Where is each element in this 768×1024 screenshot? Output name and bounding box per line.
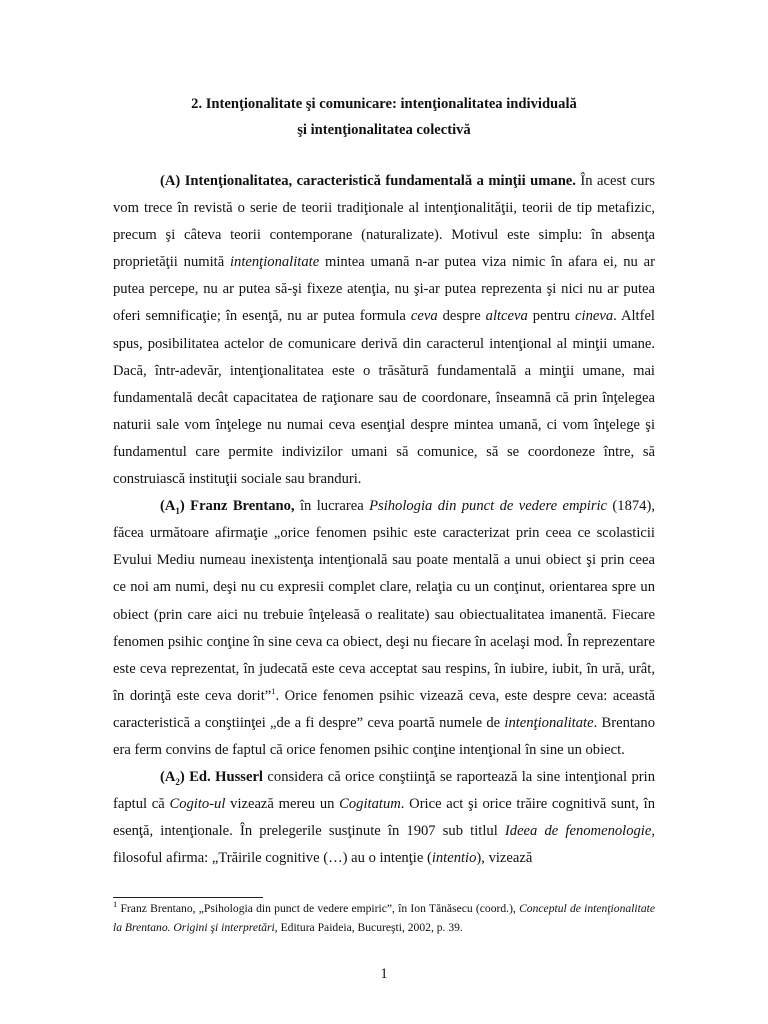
- footnote-number: 1: [113, 899, 118, 910]
- paragraph-a2-text: , filosoful afirma: „Trăirile cognitive (…) au o intenţie (: [113, 823, 655, 867]
- heading-subscript: 1: [175, 506, 180, 517]
- body-text: [113, 168, 655, 872]
- paragraph-a-heading: (A) Intenţionalitatea, caracteristică fundamentală a minţii umane.: [160, 173, 576, 189]
- section-title-line-2: şi intenţionalitatea colectivă: [297, 122, 471, 138]
- footnote-reference[interactable]: 1: [271, 685, 276, 696]
- paragraph-a2-text: vizează mereu un: [225, 796, 340, 813]
- paragraph-a1-text: . Brentano era ferm convins de faptul că orice fenomen psihic conţine intenţional în sine un obiect.: [113, 714, 655, 758]
- paragraph-a-text: despre: [437, 308, 486, 325]
- paragraph-a1-heading: [160, 498, 295, 517]
- heading-part: (A: [160, 498, 176, 515]
- heading-subscript: 2: [175, 776, 180, 787]
- italic-term: intentio: [431, 850, 477, 867]
- paragraph-a1-text: (1874), făcea următoare afirmaţie „orice fenomen psihic este caracterizat prin ceea ce scolasticii Evului Mediu numeau inexistenţa intenţională sau poate mentală a unui obiect şi prin ceea ce noi am numi, deşi nu cu expresii complet clare, relaţia cu un conţinut, orientarea spre un obiect (prin care aici nu trebuie înţeleasă o realitate) sau obiectualitatea imanentă. Fiecare fenomen psihic conţine în sine ceva ca obiect, deşi nu fiecare în acelaşi mod. În reprezentare este ceva reprezentat, în judecată este ceva acceptat sau respins, în iubire, iubit, în ură, urât, în dorinţă este ceva dorit”: [113, 498, 655, 704]
- heading-part: ) Ed. Husserl: [179, 769, 263, 786]
- footnote-divider: [113, 897, 263, 898]
- heading-part: (A: [160, 769, 176, 786]
- paragraph-a: [113, 168, 655, 493]
- italic-term: Cogito-ul: [169, 796, 226, 813]
- footnote-italic-title: Conceptul de intenţionalitate la Brentano. Origini şi interpretări: [113, 902, 655, 934]
- paragraph-a-text: pentru: [527, 308, 576, 325]
- paragraph-a1-text: în lucrarea: [294, 498, 370, 515]
- paragraph-a2-heading: [160, 769, 263, 785]
- paragraph-a2: [113, 764, 655, 872]
- italic-title: Ideea de fenomenologie: [504, 823, 652, 840]
- italic-term: altceva: [485, 308, 528, 325]
- paragraph-a2-text: considera că orice conştiinţă se raportează la sine intenţional prin faptul că: [113, 769, 656, 813]
- paragraph-a1-text: . Orice fenomen psihic vizează ceva, este despre ceva: această caracteristică a conştiinţei „de a fi despre” ceva poartă numele de: [113, 687, 655, 731]
- page-number: 1: [380, 966, 388, 982]
- paragraph-a-text: În acest curs vom trece în revistă o serie de teorii tradiţionale al intenţionalităţii, teorii de tip metafizic, precum şi câteva teorii contemporane (naturalizate). Motivul este simplu: în absenţa proprietăţii numită: [113, 173, 655, 271]
- italic-term: Cogitatum: [339, 796, 401, 813]
- italic-title: Psihologia din punct de vedere empiric: [369, 498, 608, 515]
- footnote: [113, 899, 655, 937]
- paragraph-a-text: . Altfel spus, posibilitatea actelor de comunicare derivă din caracterul intenţional al minţii umane. Dacă, într-adevăr, intenţionalitatea este o trăsătură fundamentală a minţii umane, mai fundamentală decât capacitatea de raţionare sau de coordonare, înseamnă că prin înţelegea naturii sale vom înţelege nu numai ceva esenţial despre mintea umană, ci vom înţelege şi fundamentul care permite indivizilor umani să comunice, să se coordoneze între, să construiască instituţii sociale sau branduri.: [113, 308, 655, 488]
- paragraph-a2-text: . Orice act şi orice trăire cognitivă sunt, în esenţă, intenţionale. În prelegerile susţinute în 1907 sub titlul: [113, 796, 656, 840]
- italic-term: cineva: [575, 308, 614, 325]
- footnote-text: , Editura Paideia, Bucureşti, 2002, p. 39.: [274, 921, 463, 934]
- paragraph-a1: [113, 493, 655, 764]
- italic-term: intenţionalitate: [504, 714, 594, 731]
- heading-part: ) Franz Brentano,: [179, 498, 295, 515]
- section-title-line-1: 2. Intenţionalitate şi comunicare: intenţionalitatea individuală: [191, 96, 577, 112]
- paragraph-a-text: mintea umană n-ar putea viza nimic în afara ei, nu ar putea percepe, nu ar putea să-şi fixeze atenţia, nu şi-ar putea reprezenta şi nici nu ar putea oferi semnificaţie; în esenţă, nu ar putea formula: [113, 254, 655, 325]
- italic-term: intenţionalitate: [230, 254, 320, 271]
- footnote-text: Franz Brentano, „Psihologia din punct de vedere empiric”, în Ion Tănăsecu (coord.),: [117, 902, 520, 915]
- paragraph-a2-text: ), vizează: [476, 850, 533, 867]
- italic-term: ceva: [410, 308, 438, 325]
